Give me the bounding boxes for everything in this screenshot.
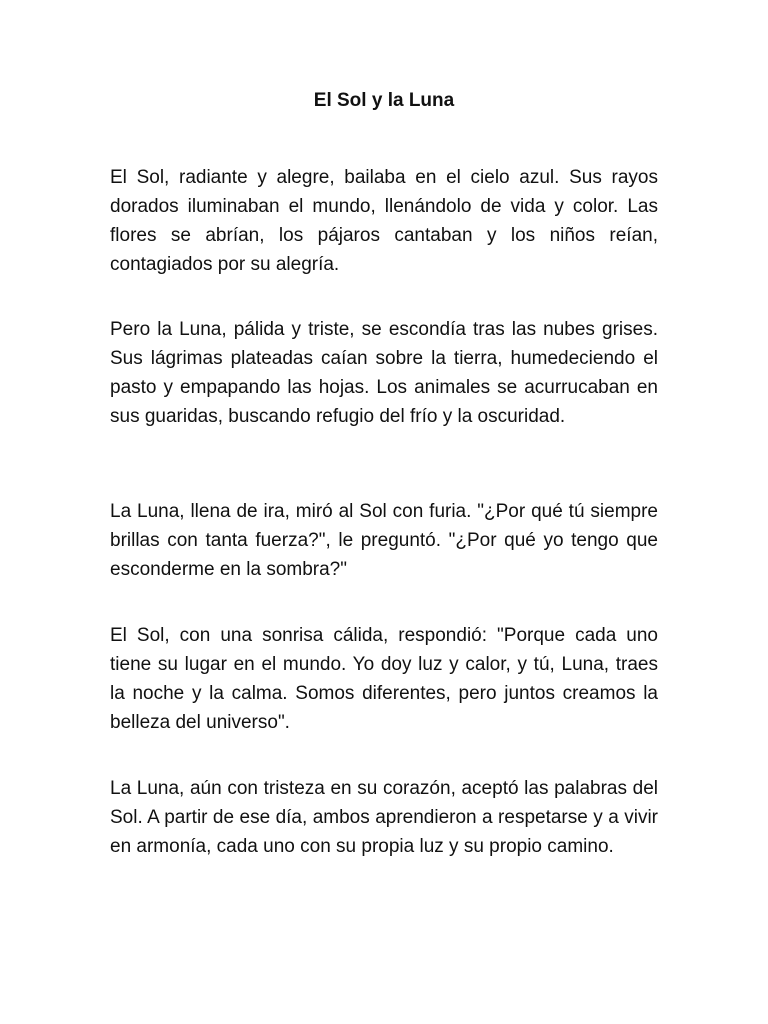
document-title: El Sol y la Luna <box>313 90 455 111</box>
paragraph-4: El Sol, con una sonrisa cálida, respondió: "Porque cada uno tiene su lugar en el mundo. Yo doy luz y calor, y tú, Luna, traes la noche y la calma. Somos diferentes, pero juntos creamos la belleza del universo". <box>110 625 658 733</box>
paragraph-1: El Sol, radiante y alegre, bailaba en el cielo azul. Sus rayos dorados iluminaban el mundo, llenándolo de vida y color. Las flores se abrían, los pájaros cantaban y los niños reían, contagiados por su alegría. <box>110 167 658 275</box>
paragraph-2: Pero la Luna, pálida y triste, se escondía tras las nubes grises. Sus lágrimas plateadas caían sobre la tierra, humedeciendo el pasto y empapando las hojas. Los animales se acurrucaban en sus guaridas, buscando refugio del frío y la oscuridad. <box>110 319 658 427</box>
paragraph-3: La Luna, llena de ira, miró al Sol con furia. "¿Por qué tú siempre brillas con tanta fuerza?", le preguntó. "¿Por qué yo tengo que esconderme en la sombra?" <box>110 501 658 580</box>
paragraph-5: La Luna, aún con tristeza en su corazón, aceptó las palabras del Sol. A partir de ese día, ambos aprendieron a respetarse y a vivir en armonía, cada uno con su propia luz y su propio camino. <box>110 778 658 857</box>
